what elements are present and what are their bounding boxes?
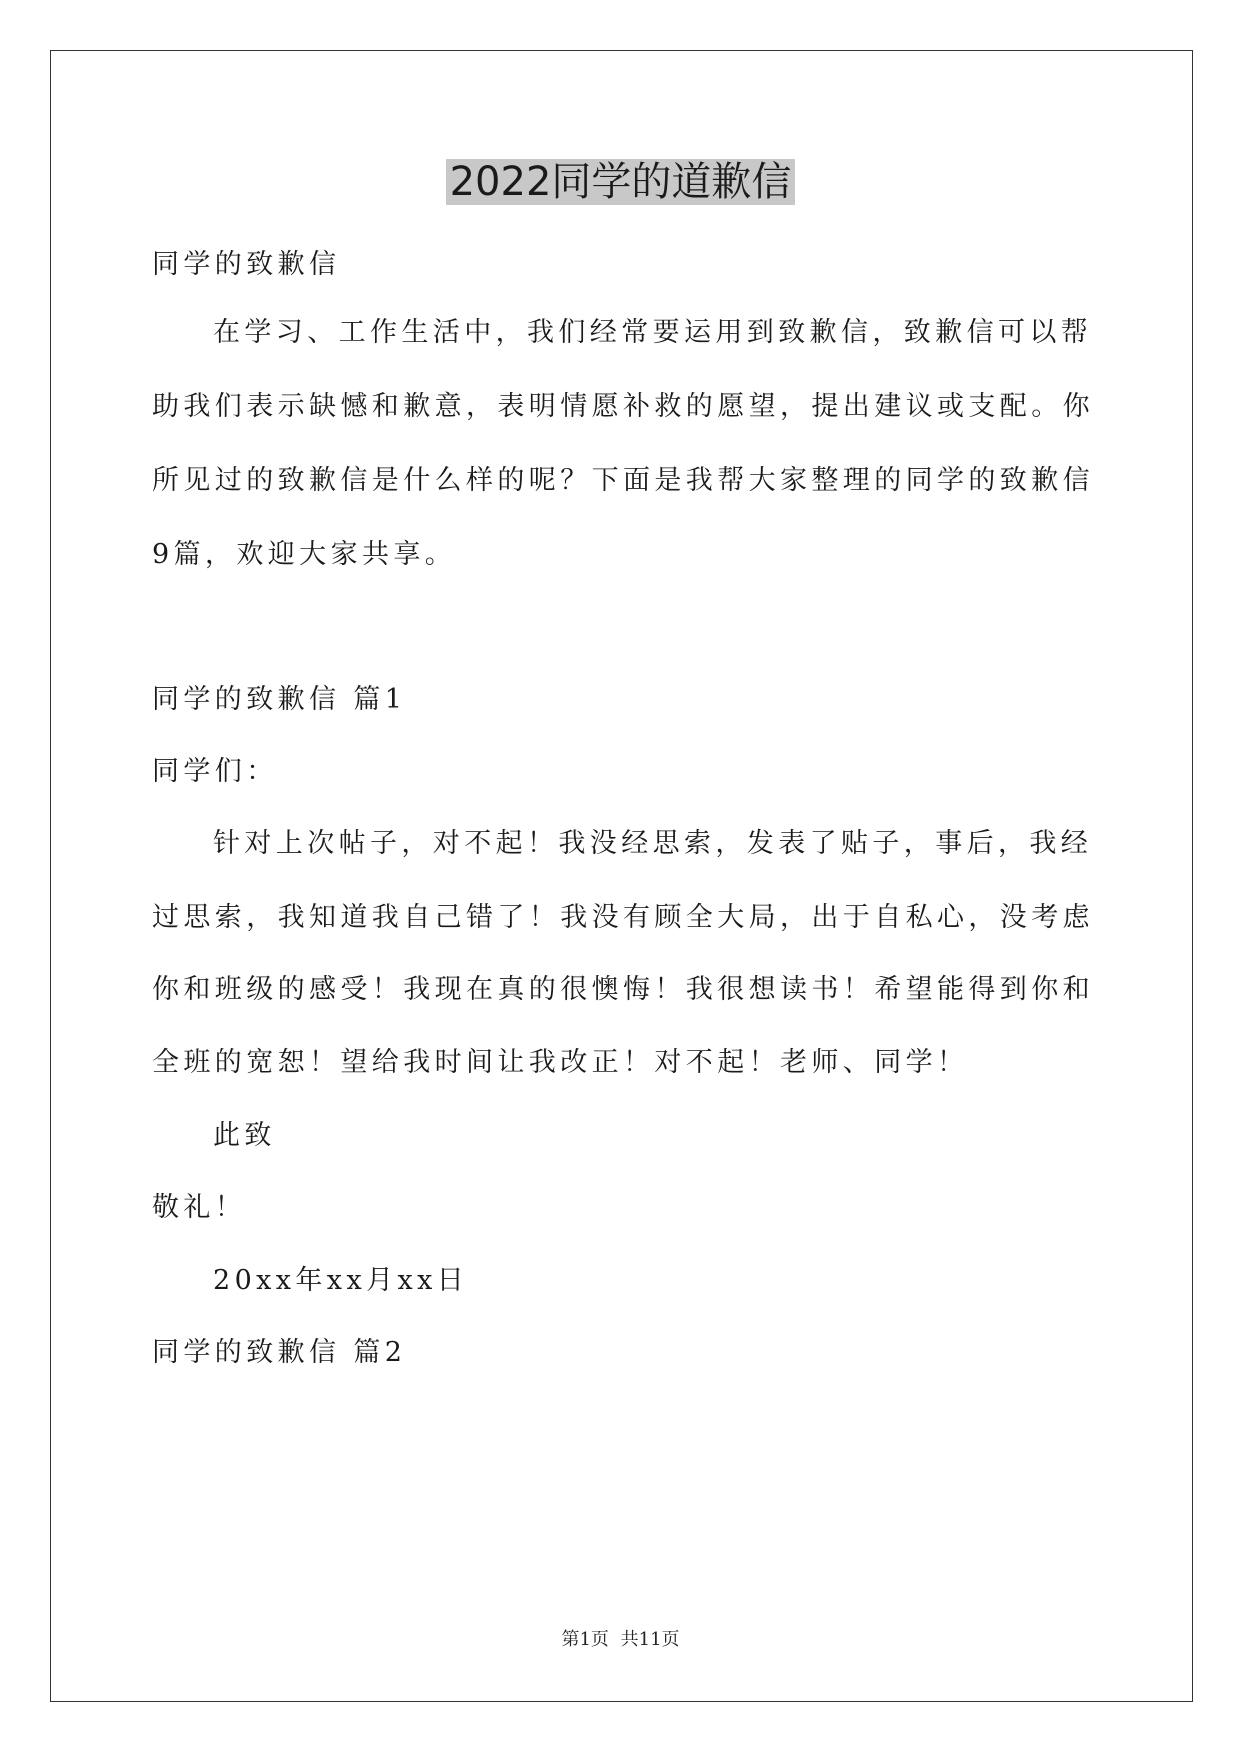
letter1-date: 20xx年xx月xx日 xyxy=(213,1265,469,1296)
document-title-text: 2022同学的道歉信 xyxy=(446,159,796,205)
intro-heading: 同学的致歉信 xyxy=(152,249,341,280)
intro-paragraph-line: 9篇，欢迎大家共享。 xyxy=(152,539,457,570)
intro-paragraph-line: 在学习、工作生活中，我们经常要运用到致歉信，致歉信可以帮 xyxy=(213,317,1093,348)
document-title xyxy=(0,152,1241,212)
intro-paragraph-line: 助我们表示缺憾和歉意，表明情愿补救的愿望，提出建议或支配。你 xyxy=(152,391,1094,422)
letter1-salutation: 同学们： xyxy=(152,756,278,787)
letter1-body-line: 全班的宽恕！望给我时间让我改正！对不起！老师、同学！ xyxy=(152,1047,969,1078)
page-border xyxy=(50,50,1193,1702)
letter1-body-line: 针对上次帖子，对不起！我没经思索，发表了贴子，事后，我经 xyxy=(213,828,1093,859)
letter1-body-line: 你和班级的感受！我现在真的很懊悔！我很想读书！希望能得到你和 xyxy=(152,974,1094,1005)
letter1-body-line: 过思索，我知道我自己错了！我没有顾全大局，出于自私心，没考虑 xyxy=(152,902,1094,933)
letter2-heading: 同学的致歉信 篇2 xyxy=(152,1337,407,1368)
letter1-heading: 同学的致歉信 篇1 xyxy=(152,684,407,715)
letter1-closing-jingli: 敬礼！ xyxy=(152,1192,247,1223)
page-total: 共11页 xyxy=(620,1629,680,1650)
page-number: 第1页 xyxy=(561,1629,609,1650)
letter1-closing-cizhi: 此致 xyxy=(213,1120,276,1151)
page-footer xyxy=(0,1628,1241,1652)
intro-paragraph-line: 所见过的致歉信是什么样的呢？下面是我帮大家整理的同学的致歉信 xyxy=(152,465,1094,496)
